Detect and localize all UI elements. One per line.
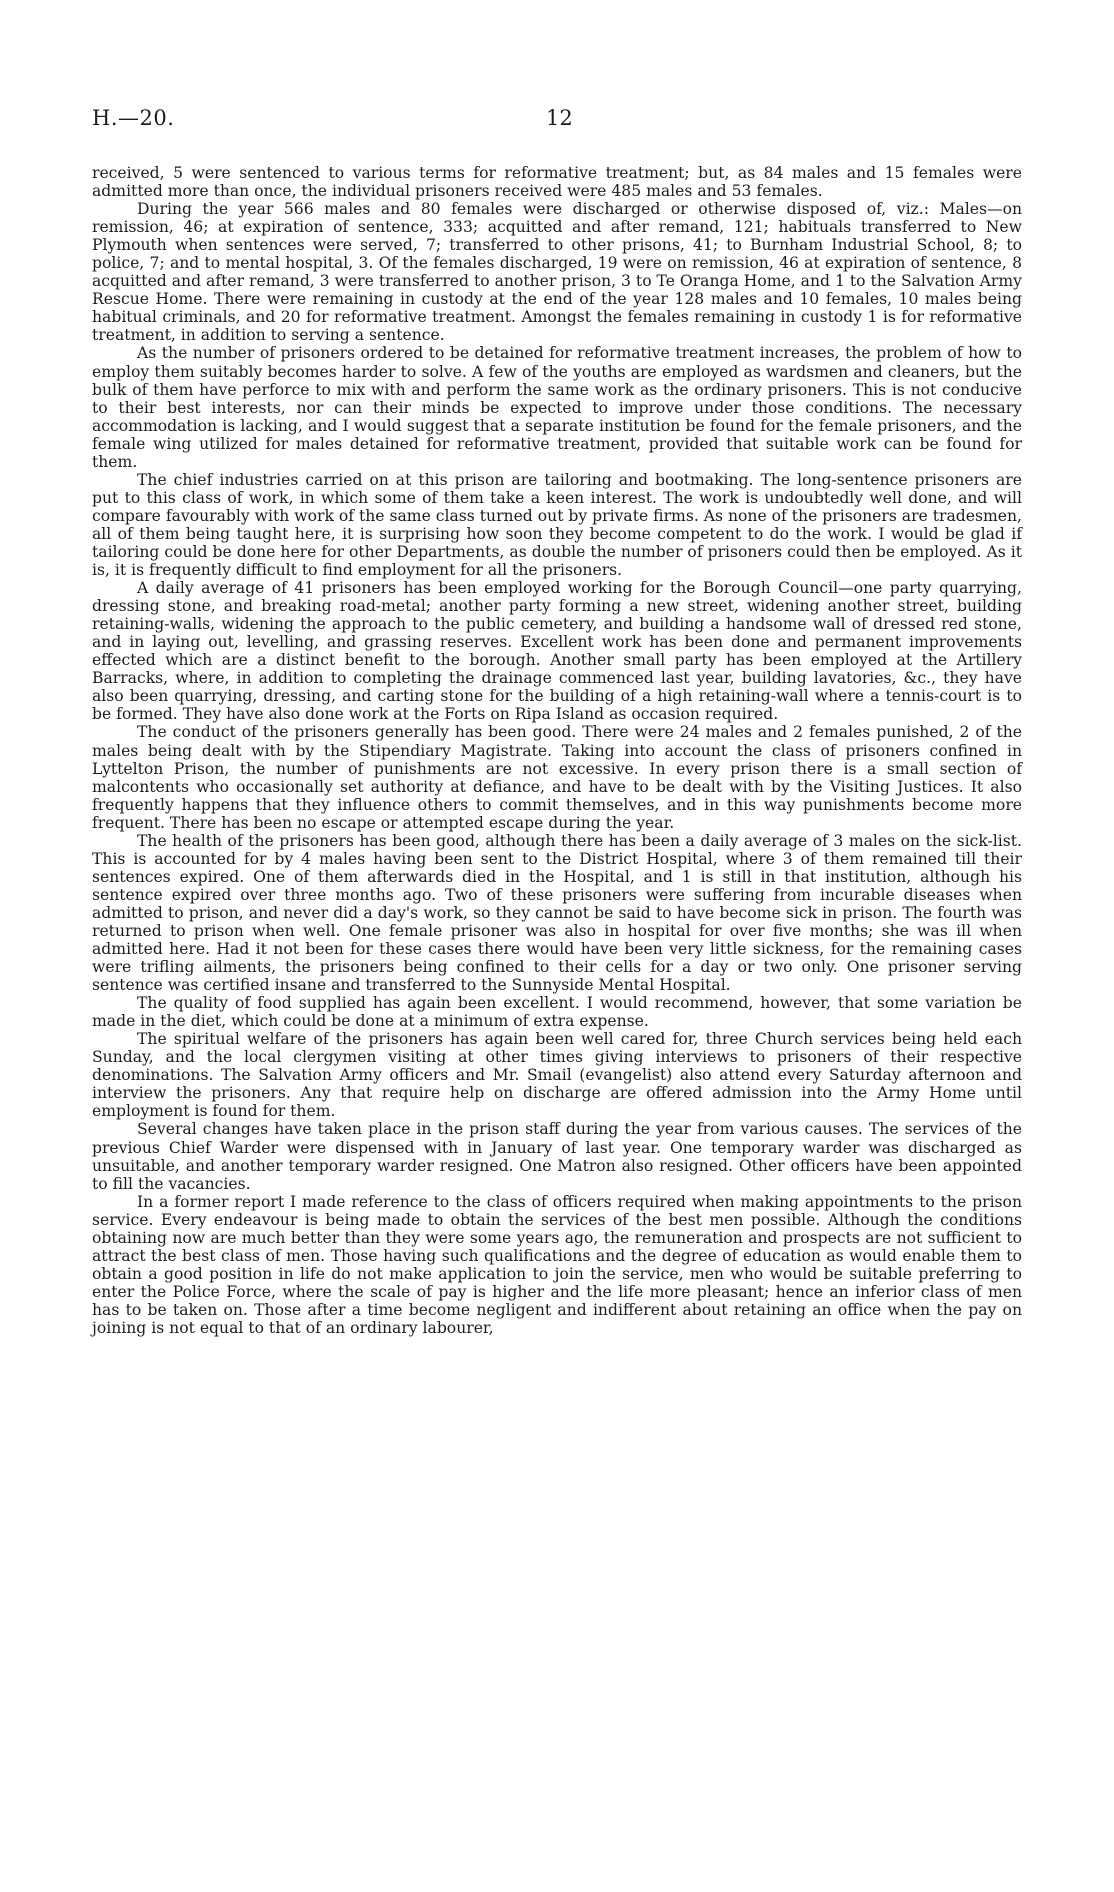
report-body [92, 164, 1022, 1337]
paragraph-spiritual-welfare: The spiritual welfare of the prisoners has again been well cared for, three Church services being held each Sunday, and the local clergymen visiting at other times giving interviews to prisoners of their respective denominations. The Salvation Army officers and Mr. Smail (evangelist) also attend every Saturday afternoon and interview the prisoners. Any that require help on discharge are offered admission into the Army Home until employment is found for them. [92, 1030, 1022, 1121]
paragraph-staff-changes: Several changes have taken place in the prison staff during the year from various causes. The services of the previous Chief Warder were dispensed with in January of last year. One temporary warder was discharged as unsuitable, and another temporary warder resigned. One Matron also resigned. Other officers have been appointed to fill the vacancies. [92, 1120, 1022, 1193]
paragraph-admissions-continued: received, 5 were sentenced to various terms for reformative treatment; but, as 84 males and 15 females were admitted more than once, the individual prisoners received were 485 males and 53 females. [92, 164, 1022, 201]
page-header [92, 106, 1022, 136]
paragraph-discharges: During the year 566 males and 80 females were discharged or otherwise disposed of, viz.: Males—on remission, 46; at expiration of sentence, 333; acquitted and after remand, 121; habituals transferred to New Plymouth when sentences were served, 7; transferred to other prisons, 41; to Burnham Industrial School, 8; to police, 7; and to mental hospital, 3. Of the females discharged, 19 were on remission, 46 at expiration of sentence, 8 acquitted and after remand, 3 were transferred to another prison, 3 to Te Oranga Home, and 1 to the Salvation Army Rescue Home. There were remaining in custody at the end of the year 128 males and 10 females, 10 males being habitual criminals, and 20 for reformative treatment. Amongst the females remaining in custody 1 is for reformative treatment, in addition to serving a sentence. [92, 200, 1022, 345]
paragraph-reformative-treatment: As the number of prisoners ordered to be detained for reformative treatment increases, the problem of how to employ them suitably becomes harder to solve. A few of the youths are employed as wardsmen and cleaners, but the bulk of them have perforce to mix with and perform the same work as the ordinary prisoners. This is not conducive to their best interests, nor can their minds be expected to improve under those conditions. The necessary accommodation is lacking, and I would suggest that a separate institution be found for the female prisoners, and the female wing utilized for males detained for reformative treatment, provided that suitable work can be found for them. [92, 344, 1022, 471]
paragraph-health: The health of the prisoners has been good, although there has been a daily average of 3 males on the sick-list. This is accounted for by 4 males having been sent to the District Hospital, where 3 of them remained till their sentences expired. One of them afterwards died in the Hospital, and 1 is still in that institution, although his sentence expired over three months ago. Two of these prisoners were suffering from incurable diseases when admitted to prison, and never did a day's work, so they cannot be said to have become sick in prison. The fourth was returned to prison when well. One female prisoner was also in hospital for over five months; she was ill when admitted here. Had it not been for these cases there would have been very little sickness, for the remaining cases were trifling ailments, the prisoners being confined to their cells for a day or two only. One prisoner serving sentence was certified insane and transferred to the Sunnyside Mental Hospital. [92, 831, 1022, 995]
paragraph-officer-appointments: In a former report I made reference to the class of officers required when making appointments to the prison service. Every endeavour is being made to obtain the services of the best men possible. Although the conditions obtaining now are much better than they were some years ago, the remuneration and prospects are not sufficient to attract the best class of men. Those having such qualifications and the degree of education as would enable them to obtain a good position in life do not make application to join the service, men who would be suitable preferring to enter the Police Force, where the scale of pay is higher and the life more pleasant; hence an inferior class of men has to be taken on. Those after a time become negligent and indifferent about retaining an office when the pay on joining is not equal to that of an ordinary labourer, [92, 1192, 1022, 1337]
paragraph-conduct: The conduct of the prisoners generally has been good. There were 24 males and 2 females punished, 2 of the males being dealt with by the Stipendiary Magistrate. Taking into account the class of prisoners confined in Lyttelton Prison, the number of punishments are not excessive. In every prison there is a small section of malcontents who occasionally set authority at defiance, and have to be dealt with by the Visiting Justices. It also frequently happens that they influence others to commit themselves, and in this way punishments become more frequent. There has been no escape or attempted escape during the year. [92, 723, 1022, 832]
paragraph-food: The quality of food supplied has again been excellent. I would recommend, however, that some variation be made in the diet, which could be done at a minimum of extra expense. [92, 994, 1022, 1031]
paragraph-industries: The chief industries carried on at this prison are tailoring and bootmaking. The long-sentence prisoners are put to this class of work, in which some of them take a keen interest. The work is undoubtedly well done, and will compare favourably with work of the same class turned out by private firms. As none of the prisoners are tradesmen, all of them being taught here, it is surprising how soon they become competent to do the work. I would be glad if tailoring could be done here for other Departments, as double the number of prisoners could then be employed. As it is, it is frequently difficult to find employment for all the prisoners. [92, 470, 1022, 580]
paragraph-borough-council-work: A daily average of 41 prisoners has been employed working for the Borough Council—one party quarrying, dressing stone, and breaking road-metal; another party forming a new street, widening another street, building retaining-walls, widening the approach to the public cemetery, and building a handsome wall of dressed red stone, and in laying out, levelling, and grassing reserves. Excellent work has been done and permanent improvements effected which are a distinct benefit to the borough. Another small party has been employed at the Artillery Barracks, where, in addition to completing the drainage commenced last year, building lavatories, &c., they have also been quarrying, dressing, and carting stone for the building of a high retaining-wall where a tennis-court is to be formed. They have also done work at the Forts on Ripa Island as occasion required. [92, 579, 1022, 724]
page-number: 12 [546, 106, 573, 130]
document-reference: H.—20. [92, 106, 175, 130]
